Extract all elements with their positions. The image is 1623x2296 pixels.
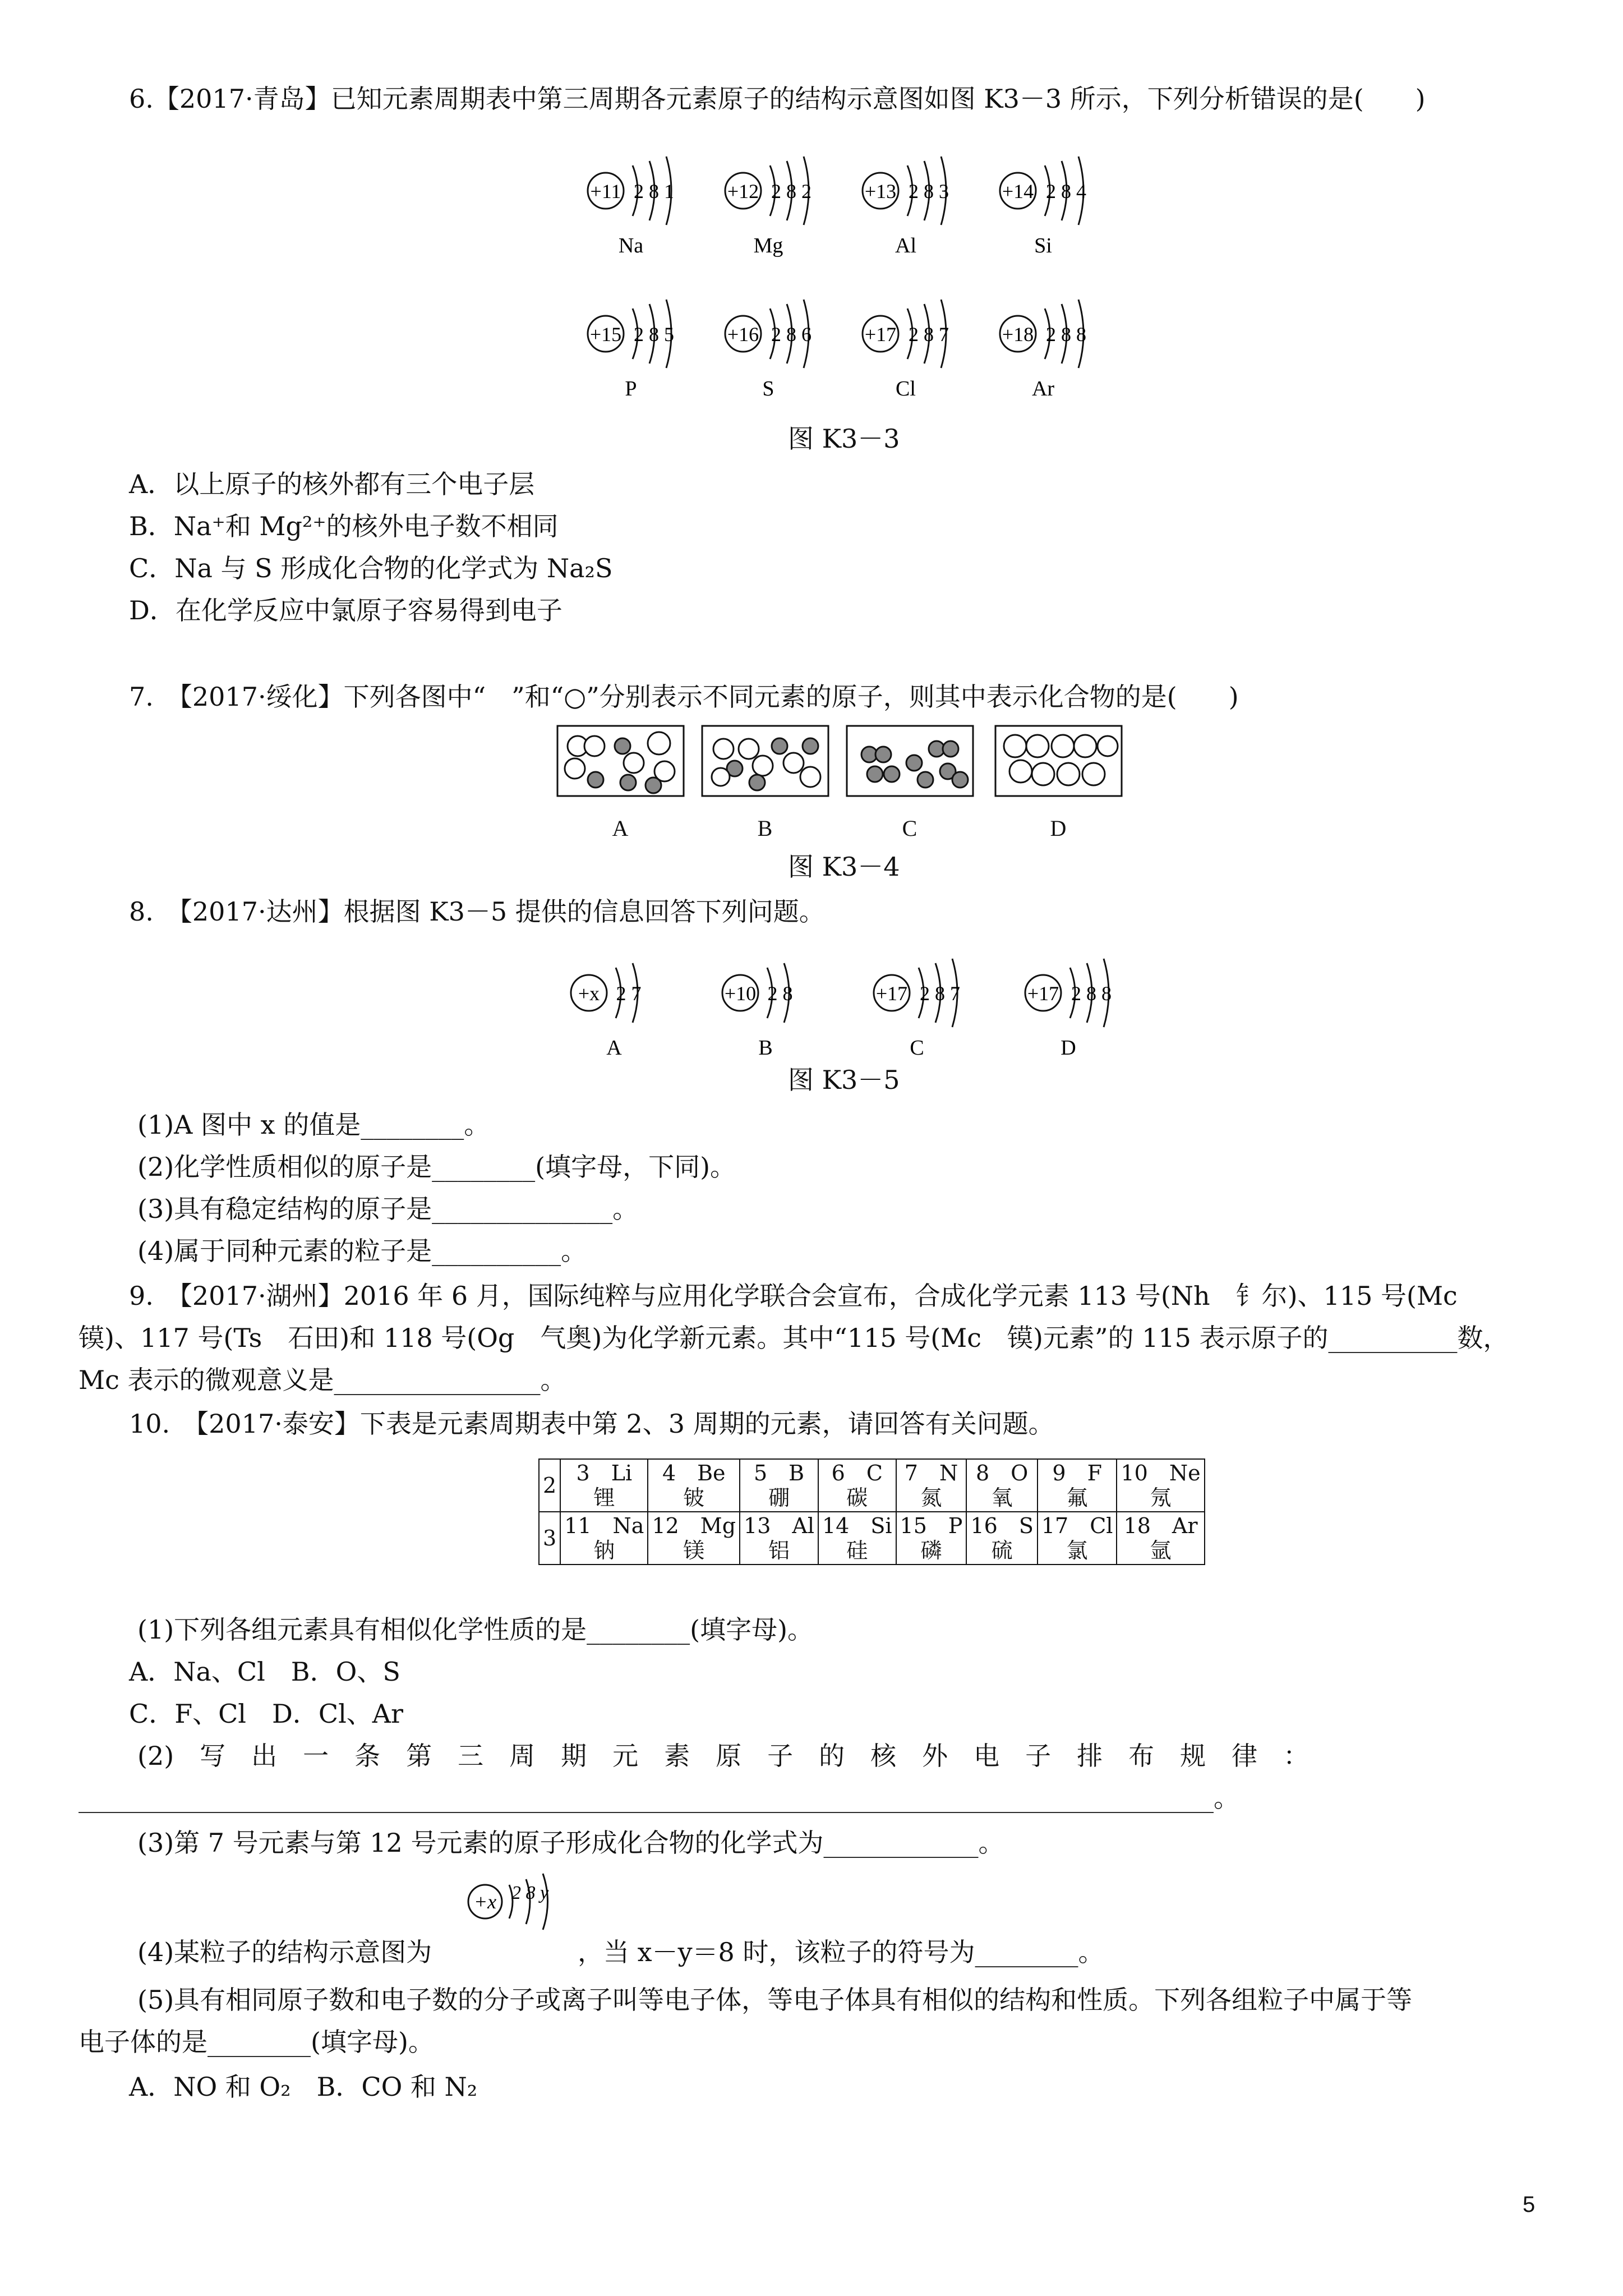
nucleus-charge: +16 (727, 323, 759, 346)
q10-sub1: (1)下列各组元素具有相似化学性质的是________(填字母)。 (137, 1614, 814, 1645)
q10-stem: 10. 【2017·泰安】下表是元素周期表中第 2、3 周期的元素，请回答有关问题。 (129, 1409, 1054, 1439)
element-cell: 7 N 氮 (896, 1459, 967, 1512)
q8-stem: 8. 【2017·达州】根据图 K3－5 提供的信息回答下列问题。 (129, 896, 825, 927)
atom-diagram (725, 157, 811, 257)
q7-stem: 7. 【2017·绥化】下列各图中“ ”和“○”分别表示不同元素的原子，则其中表示化合物的是( ) (129, 682, 1239, 712)
nucleus-charge: +17 (1027, 982, 1059, 1005)
nucleus-charge: +13 (864, 180, 897, 203)
table-row (539, 1512, 1205, 1565)
atom-diagram (588, 300, 674, 398)
q9-line2: 镆)、117 号(Ts 石田)和 118 号(Og 气奥)为化学新元素。其中“115 号(Mc 镆)元素”的 115 表示原子的__________数， (79, 1323, 1509, 1353)
q9-line1: 9. 【2017·湖州】2016 年 6 月，国际纯粹与应用化学联合会宣布，合成化学元素 113 号(Nh 钅尔)、115 号(Mc (129, 1281, 1458, 1311)
element-symbol: D (1061, 1036, 1076, 1060)
figure-k3-5 (555, 931, 1138, 1066)
nucleus-charge: +12 (727, 180, 759, 203)
atom-diagram (1000, 300, 1086, 398)
electron-count: 2 8 (767, 982, 793, 1005)
fig4-label-a: A (612, 816, 629, 841)
element-cell: 13 Al 铝 (740, 1512, 818, 1565)
element-cell: 12 Mg 镁 (648, 1512, 740, 1565)
nucleus-charge: +14 (1002, 180, 1034, 203)
element-symbol: S (762, 377, 774, 398)
q8-sub3: (3)具有稳定结构的原子是______________。 (137, 1194, 639, 1224)
option-c: C．Na 与 S 形成化合物的化学式为 Na₂S (129, 553, 613, 583)
nucleus-charge: +18 (1002, 323, 1034, 346)
q10-option-ab: A．Na、Cl B．O、S (129, 1657, 400, 1687)
q10-sub3: (3)第 7 号元素与第 12 号元素的原子形成化合物的化学式为____________。 (137, 1828, 1004, 1858)
element-symbol: Si (1034, 234, 1052, 257)
atom-diagram (863, 157, 949, 257)
element-cell: 15 P 磷 (896, 1512, 967, 1565)
fig4-label-c: C (902, 816, 917, 841)
element-symbol: Al (895, 234, 916, 257)
element-cell: 9 F 氟 (1038, 1459, 1117, 1512)
element-symbol: Na (618, 234, 644, 257)
element-symbol: A (606, 1036, 622, 1060)
element-symbol: Ar (1031, 377, 1055, 398)
electron-count: 2 8 2 (771, 180, 811, 203)
nucleus-charge: +15 (589, 323, 622, 346)
element-cell: 18 Ar 氩 (1117, 1512, 1204, 1565)
period-cell: 2 (539, 1459, 560, 1512)
atom-diagram (1025, 959, 1112, 1060)
atom-diagram (571, 963, 642, 1060)
electron-count: 2 7 (616, 982, 642, 1005)
atom-diagram (1000, 157, 1086, 257)
svg-text:+x: +x (473, 1890, 497, 1913)
option-b: B．Na⁺和 Mg²⁺的核外电子数不相同 (129, 511, 559, 541)
atom-diagram (863, 300, 949, 398)
figure-caption: 图 K3－5 (788, 1065, 900, 1095)
q8-sub4: (4)属于同种元素的粒子是__________。 (137, 1236, 587, 1266)
electron-count: 2 8 8 (1046, 323, 1086, 346)
nucleus-charge: +x (578, 982, 600, 1005)
option-a: A．以上原子的核外都有三个电子层 (129, 469, 535, 499)
q10-sub2-blank: ________________________________________________________________________________________。 (79, 1783, 1239, 1813)
q10-sub4b: ，当 x－y＝8 时，该粒子的符号为________。 (578, 1937, 1104, 1967)
atom-diagram (722, 963, 793, 1060)
q8-sub1: (1)A 图中 x 的值是________。 (137, 1110, 490, 1140)
nucleus-charge: +11 (590, 180, 621, 203)
particle-diagram (460, 1868, 572, 1947)
element-cell: 16 S 硫 (966, 1512, 1037, 1565)
element-cell: 17 Cl 氯 (1038, 1512, 1117, 1565)
element-cell: 10 Ne 氖 (1117, 1459, 1204, 1512)
q10-sub4a: (4)某粒子的结构示意图为 (137, 1937, 432, 1967)
q6-stem: 6.【2017·青岛】已知元素周期表中第三周期各元素原子的结构示意图如图 K3－3 所示，下列分析错误的是( ) (129, 84, 1426, 114)
element-symbol: Cl (896, 377, 916, 398)
element-symbol: B (758, 1036, 773, 1060)
q9-line3: Mc 表示的微观意义是________________。 (79, 1365, 566, 1395)
electron-count: 2 8 1 (634, 180, 674, 203)
element-cell: 3 Li 锂 (560, 1459, 648, 1512)
q10-sub2: (2) 写 出 一 条 第 三 周 期 元 素 原 子 的 核 外 电 子 排 布 规 律 ： (137, 1741, 1310, 1771)
period-cell: 3 (539, 1512, 560, 1565)
electron-count: 2 8 7 (920, 982, 960, 1005)
fig4-label-d: D (1050, 816, 1067, 841)
page-number: 5 (1523, 2192, 1536, 2217)
nucleus-charge: +10 (724, 982, 757, 1005)
element-cell: 11 Na 钠 (560, 1512, 648, 1565)
element-cell: 8 O 氧 (966, 1459, 1037, 1512)
figure-k3-3 (561, 129, 1122, 398)
figure-caption: 图 K3－3 (788, 424, 900, 454)
element-cell: 6 C 碳 (818, 1459, 896, 1512)
atom-diagram (725, 300, 811, 398)
element-symbol: P (625, 377, 637, 398)
electron-count: 2 8 4 (1046, 180, 1086, 203)
q10-sub5b: 电子体的是________(填字母)。 (79, 2027, 434, 2057)
option-d: D．在化学反应中氯原子容易得到电子 (129, 595, 562, 625)
electron-count: 2 8 3 (909, 180, 949, 203)
figure-k3-4 (555, 724, 1138, 864)
q10-option-5: A．NO 和 O₂ B．CO 和 N₂ (129, 2072, 478, 2102)
q10-option-cd: C．F、Cl D．Cl、Ar (129, 1699, 404, 1729)
electron-count: 2 8 8 (1071, 982, 1112, 1005)
figure-caption: 图 K3－4 (788, 852, 900, 882)
atom-diagram (874, 959, 960, 1060)
element-symbol: C (910, 1036, 924, 1060)
atom-diagram (588, 157, 674, 257)
q10-sub5: (5)具有相同原子数和电子数的分子或离子叫等电子体，等电子体具有相似的结构和性质。下列各组粒子中属于等 (137, 1985, 1413, 2015)
element-cell: 5 B 硼 (740, 1459, 818, 1512)
svg-text:2 8 y: 2 8 y (511, 1883, 549, 1903)
q8-sub2: (2)化学性质相似的原子是________(填字母，下同)。 (137, 1152, 736, 1182)
fig4-label-b: B (757, 816, 773, 841)
periodic-table (538, 1458, 1205, 1565)
table-row (539, 1459, 1205, 1512)
electron-count: 2 8 6 (771, 323, 811, 346)
electron-count: 2 8 5 (634, 323, 674, 346)
element-cell: 14 Si 硅 (818, 1512, 896, 1565)
nucleus-charge: +17 (875, 982, 908, 1005)
element-cell: 4 Be 铍 (648, 1459, 740, 1512)
electron-count: 2 8 7 (909, 323, 949, 346)
nucleus-charge: +17 (864, 323, 897, 346)
element-symbol: Mg (753, 234, 783, 257)
